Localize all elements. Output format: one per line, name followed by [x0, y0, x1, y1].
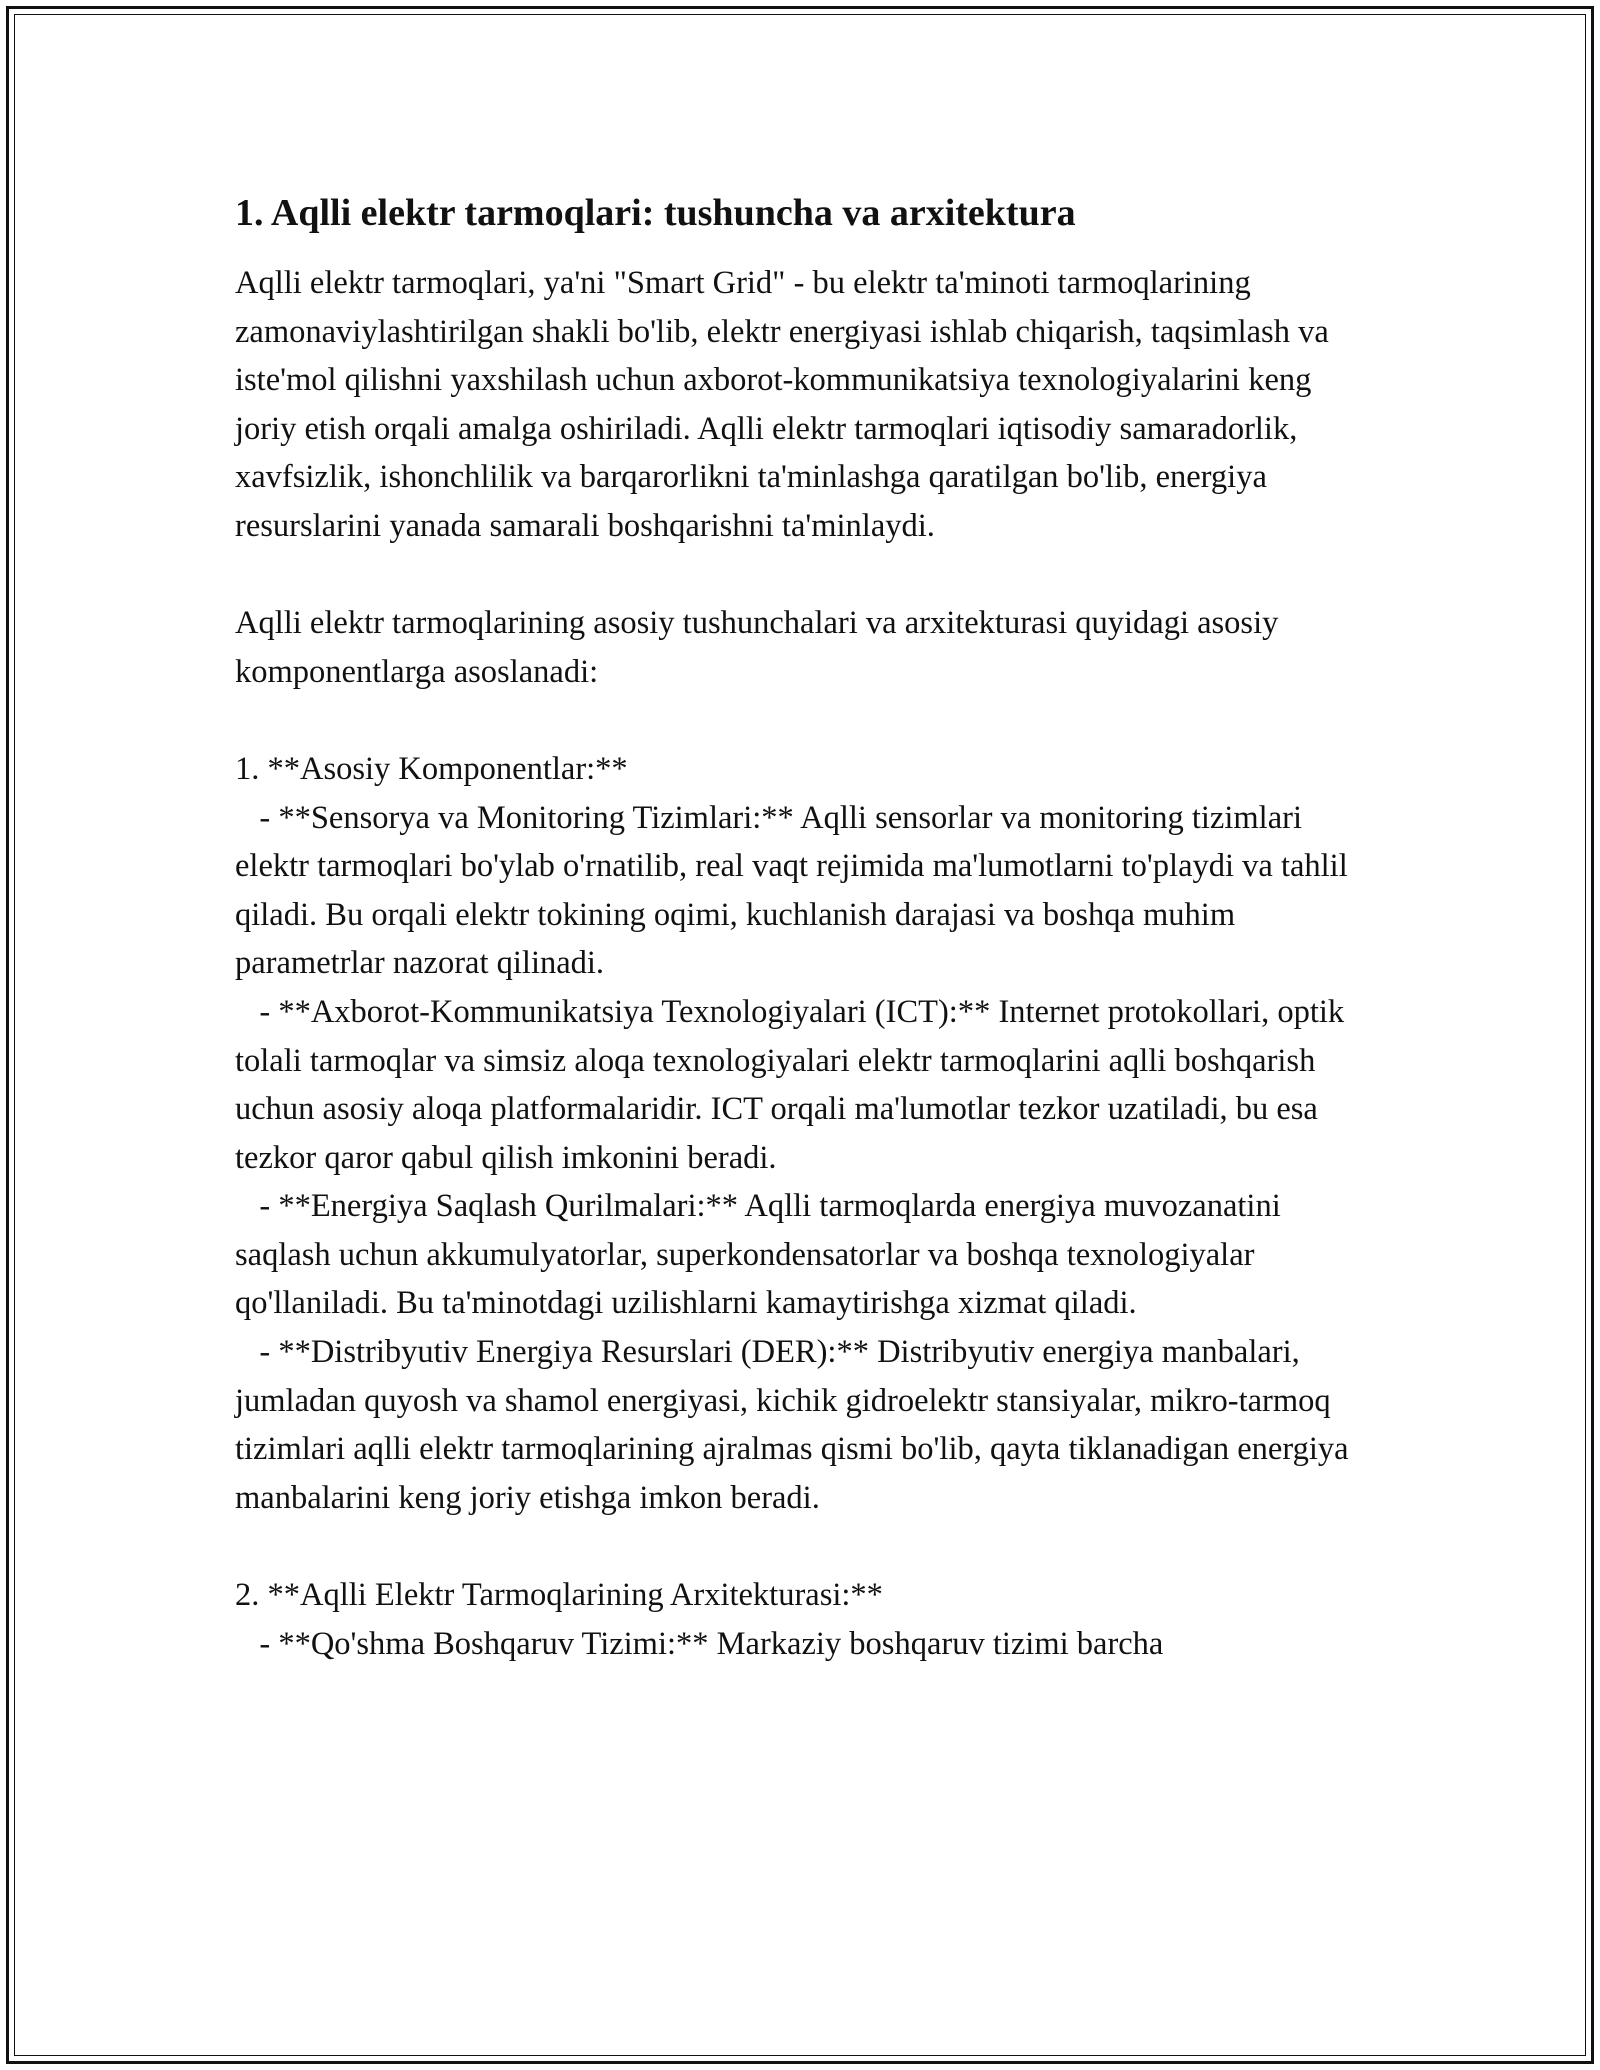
document-page: [235, 185, 1370, 1668]
list-item-control-system: - **Qo'shma Boshqaruv Tizimi:** Markaziy boshqaruv tizimi barcha: [235, 1625, 1164, 1662]
section-heading-components: 1. **Asosiy Komponentlar:**: [235, 750, 628, 787]
list-item-energy-storage: - **Energiya Saqlash Qurilmalari:** Aqlli tarmoqlarda energiya muvozanatini saqlash uchun akkumulyatorlar, superkondensatorlar va boshqa texnologiyalar qo'llaniladi. Bu ta'minotdagi uzilishlarni kamaytirishga xizmat qiladi.: [235, 1188, 1289, 1322]
intro-paragraph: Aqlli elektr tarmoqlari, ya'ni "Smart Grid" - bu elektr ta'minoti tarmoqlarining zamonaviylashtirilgan shakli bo'lib, elektr energiyasi ishlab chiqarish, taqsimlash va iste'mol qilishni yaxshilash uchun axborot-kommunikatsiya texnologiyalarini keng joriy etish orqali amalga oshiriladi. Aqlli elektr tarmoqlari iqtisodiy samaradorlik, xavfsizlik, ishonchlilik va barqarorlikni ta'minlashga qaratilgan bo'lib, energiya resurslarini yanada samarali boshqarishni ta'minlaydi.: [235, 265, 1337, 544]
blank-line: [235, 696, 1370, 745]
list-item-sensors: - **Sensorya va Monitoring Tizimlari:** Aqlli sensorlar va monitoring tizimlari elektr tarmoqlari bo'ylab o'rnatilib, real vaqt rejimida ma'lumotlarni to'playdi va tahlil qiladi. Bu orqali elektr tokining oqimi, kuchlanish darajasi va boshqa muhim parametrlar nazorat qilinadi.: [235, 799, 1356, 982]
components-intro-paragraph: Aqlli elektr tarmoqlarining asosiy tushunchalari va arxitekturasi quyidagi asosiy komponentlarga asoslanadi:: [235, 605, 1287, 690]
list-item-ict: - **Axborot-Kommunikatsiya Texnologiyalari (ICT):** Internet protokollari, optik tolali tarmoqlar va simsiz aloqa texnologiyalari elektr tarmoqlarini aqlli boshqarish uchun asosiy aloqa platformalaridir. ICT orqali ma'lumotlar tezkor uzatiladi, bu esa tezkor qaror qabul qilish imkonini beradi.: [235, 993, 1353, 1176]
blank-line: [235, 551, 1370, 600]
section-heading-architecture: 2. **Aqlli Elektr Tarmoqlarining Arxitekturasi:**: [235, 1577, 883, 1614]
list-item-der: - **Distribyutiv Energiya Resurslari (DER):** Distribyutiv energiya manbalari, jumladan quyosh va shamol energiyasi, kichik gidroelektr stansiyalar, mikro-tarmoq tizimlari aqlli elektr tarmoqlarining ajralmas qismi bo'lib, qayta tiklanadigan energiya manbalarini keng joriy etishga imkon beradi.: [235, 1334, 1357, 1516]
document-title: 1. Aqlli elektr tarmoqlari: tushuncha va arxitektura: [235, 192, 1076, 234]
blank-line: [235, 1522, 1370, 1571]
